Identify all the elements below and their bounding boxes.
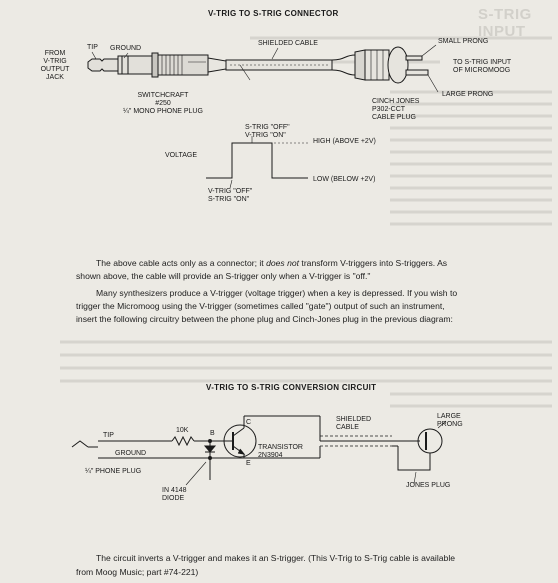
resistor-label: 10K [176, 427, 189, 434]
resistor-icon [172, 437, 194, 445]
circuit-caption-line2: from Moog Music; part #74-221) [76, 567, 199, 577]
circuit-phone-plug-label: ¼" PHONE PLUG [85, 468, 142, 475]
diode-label: IN 4148 DIODE [162, 487, 187, 502]
v-trigger-paragraph-line1: Many synthesizers produce a V-trigger (voltage trigger) when a key is depressed. If you wish to [96, 288, 458, 298]
high-level-label: HIGH (ABOVE +2V) [313, 138, 376, 145]
conversion-circuit-title: V-TRIG TO S-TRIG CONVERSION CIRCUIT [206, 383, 377, 392]
low-level-label: LOW (BELOW +2V) [313, 176, 376, 183]
connector-note-line2: shown above, the cable will provide an S-trigger only when a V-trigger is "off." [76, 271, 371, 281]
large-prong-label: LARGE PRONG [442, 91, 494, 98]
switchcraft-plug-label: SWITCHCRAFT #250 ¼" MONO PHONE PLUG [123, 92, 203, 115]
diode-icon [205, 441, 215, 458]
voltage-label: VOLTAGE [165, 152, 198, 159]
v-trigger-paragraph-line2: trigger the Micromoog using the V-trigger (sometimes called "gate") output of such an instrument, [76, 301, 445, 311]
top-state-label: S-TRIG "OFF" V-TRIG "ON" [245, 124, 290, 139]
circuit-shielded-cable-icon [320, 436, 392, 446]
transistor-label: TRANSISTOR 2N3904 [258, 444, 303, 459]
connector-note: The above cable acts only as a connector; it does not transform V-triggers into S-triggers. As [96, 258, 448, 268]
bleed-through-heading: S-TRIG INPUT [478, 6, 532, 40]
jones-plug-icon [392, 421, 446, 470]
from-jack-label: FROM V-TRIG OUTPUT JACK [40, 50, 70, 81]
bottom-state-label: V-TRIG "OFF" S-TRIG "ON" [208, 188, 253, 203]
connector-title: V-TRIG TO S-TRIG CONNECTOR [208, 9, 339, 18]
cinch-jones-label: CINCH JONES P302-CCT CABLE PLUG [372, 98, 420, 121]
transistor-icon [224, 416, 256, 458]
circuit-shielded-cable-label: SHIELDED CABLE [336, 416, 372, 431]
jones-plug-label: JONES PLUG [406, 482, 451, 489]
circuit-tip-label: TIP [103, 432, 114, 439]
circuit-ground-label: GROUND [115, 450, 147, 457]
circuit-large-prong-label: LARGE PRONG [437, 413, 463, 428]
emitter-label: E [246, 460, 251, 467]
small-prong-label: SMALL PRONG [438, 38, 489, 45]
to-s-trig-label: TO S-TRIG INPUT OF MICROMOOG [453, 59, 512, 74]
v-trigger-paragraph-line3: insert the following circuitry between the phone plug and Cinch-Jones plug in the previous diagram: [76, 314, 453, 324]
base-label: B [210, 430, 215, 437]
phone-plug-symbol-icon [72, 441, 98, 447]
shielded-cable-label: SHIELDED CABLE [258, 40, 318, 47]
circuit-caption-line1: The circuit inverts a V-trigger and makes it an S-trigger. (This V-Trig to S-Trig cable is available [96, 553, 456, 563]
tip-label: TIP [87, 44, 98, 51]
ground-label: GROUND [110, 45, 142, 52]
collector-label: C [246, 419, 252, 426]
